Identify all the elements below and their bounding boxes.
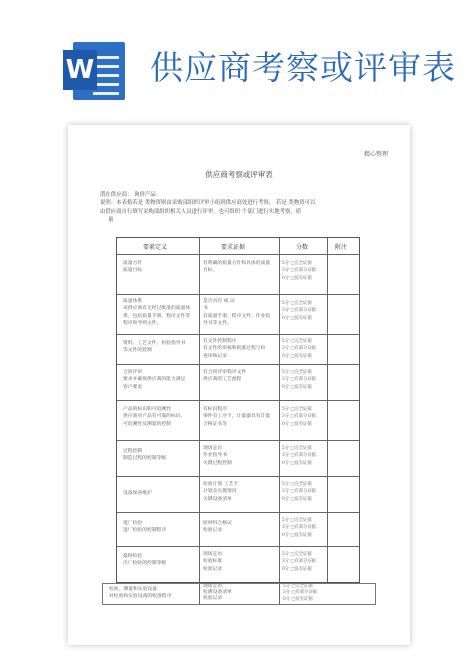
table-row-score: 5分 □完全证据 3分 □有部分证据 0分 □没有证据 bbox=[282, 301, 316, 321]
row-divider bbox=[117, 440, 359, 441]
table-row-definition: 资料、工艺文件、检验指导书 等文件的控制 bbox=[123, 341, 186, 354]
table-row-score: 5分 □完全证据 3分 □有部分证据 0分 □没有证据 bbox=[282, 482, 316, 502]
table-row-evidence: 有合同评审程序文件 供应商的工艺流程 bbox=[203, 370, 247, 383]
banner bbox=[0, 0, 474, 118]
table-row-definition: 检验、测量和实验设备 对检验和实验设备的校准程序 bbox=[109, 587, 172, 600]
intro-line: 潜在供应商： 询价产品： bbox=[100, 192, 162, 198]
header-remark: 附注 bbox=[335, 244, 348, 251]
evaluation-table bbox=[116, 237, 360, 583]
row-divider bbox=[117, 294, 359, 295]
document-title: 供应商考察或评审表 bbox=[205, 170, 273, 179]
header-definition: 要素定义 bbox=[143, 244, 168, 251]
table-row-evidence: 现场走访 作业指导书 关键过程控制 bbox=[203, 446, 232, 466]
table-row-definition: 设备保养维护 bbox=[123, 491, 152, 496]
table-row-definition: 质量体系 该供应商有无经过批准的质量体 系，包括质量手册、程序文件等 程序和导则文件。 bbox=[123, 299, 191, 327]
table-row-evidence: 是否具有 或 证 书 有质量手册、程序文件、作业指 导书等文件。 bbox=[203, 299, 271, 327]
intro-line: 说明：本表格若是 类物资则由采购部组织评审小组到供应商处进行考察， 若是 类物资可以 bbox=[100, 200, 316, 207]
table-bottom-row bbox=[102, 583, 376, 605]
table-row-score: 5分 □完全证据 3分 □有部分证据 0分 □没有证据 bbox=[282, 552, 316, 572]
table-row-evidence: 原材料合格证 检验记录 bbox=[203, 521, 232, 534]
table-row-evidence: 现场走访 检验标准 检验记录 bbox=[203, 552, 223, 572]
table-row-evidence: 现场走访 检测设备清单 校验记录 bbox=[203, 584, 232, 602]
header-score: 分数 bbox=[296, 244, 309, 251]
row-divider bbox=[117, 254, 359, 255]
intro-line: 由供应商自行填写采购部组织相关人员进行评审，也可组织 个部门进行实地考察，质 bbox=[100, 208, 302, 215]
document-page bbox=[68, 125, 410, 645]
table-row-definition: 最终检验 出厂检验的控制等级 bbox=[123, 554, 167, 567]
table-row-evidence: 检验计划 工艺卡 计划及实施情况 关键设备清单 bbox=[203, 482, 239, 502]
table-row-score: 5分 □完全证据 3分 □有部分证据 0分 □没有证据 bbox=[282, 370, 316, 390]
table-row-definition: 过程控制 制造过程的控制等级 bbox=[123, 449, 167, 462]
column-divider bbox=[199, 238, 200, 582]
column-divider bbox=[327, 238, 328, 582]
table-row-score: 5分 □完全证据 3分 □有部分证据 0分 □没有证据 bbox=[282, 339, 316, 359]
banner-title: 供应商考察或评审表 bbox=[150, 48, 456, 87]
intro-line: 量 bbox=[108, 217, 114, 224]
table-row-score: 5分 □完全证据 3分 □有部分证据 0分 □没有证据 bbox=[283, 584, 317, 602]
column-divider bbox=[279, 238, 280, 582]
table-row-definition: 质量方针 质量目标 bbox=[123, 261, 143, 274]
column-divider bbox=[199, 584, 200, 604]
header-evidence: 要求证据 bbox=[221, 244, 246, 251]
table-row-definition: 合同评审 要求并确保供应商的能力满足 客户要求 bbox=[123, 370, 186, 390]
table-row-score: 5分 □完全证据 3分 □有部分证据 0分 □没有证据 bbox=[282, 261, 316, 281]
table-row-definition: 产品的标识和可追溯性 供应商对产品有可靠的标识、 可追溯性及测量的控制 bbox=[123, 407, 186, 427]
row-divider bbox=[117, 546, 359, 547]
row-divider bbox=[117, 476, 359, 477]
table-row-definition: 进厂检验 进厂检验的控制程序 bbox=[123, 521, 167, 534]
row-divider bbox=[117, 400, 359, 401]
corner-note: 精心整理 bbox=[364, 151, 389, 158]
table-row-evidence: 有标识程序 零件有工序卡，计量器具有计量 合格证书等 bbox=[203, 407, 271, 427]
table-row-evidence: 有明确的质量方针和具体的质量 目标。 bbox=[203, 261, 271, 274]
column-divider bbox=[279, 584, 280, 604]
word-document-icon bbox=[63, 38, 129, 104]
row-divider bbox=[117, 512, 359, 513]
row-divider bbox=[117, 364, 359, 365]
table-row-score: 5分 □完全证据 3分 □有部分证据 0分 □没有证据 bbox=[282, 518, 316, 538]
row-divider bbox=[117, 334, 359, 335]
table-row-score: 5分 □完全证据 3分 □有部分证据 0分 □没有证据 bbox=[282, 407, 316, 427]
intro-text bbox=[100, 191, 385, 225]
table-row-score: 5分 □完全证据 3分 □有部分证据 0分 □没有证据 bbox=[282, 446, 316, 466]
word-icon-letter: W bbox=[63, 50, 97, 90]
table-row-evidence: 有文件控制程序 有文件的审核和批准过程与检 查审核记录 bbox=[203, 339, 266, 359]
